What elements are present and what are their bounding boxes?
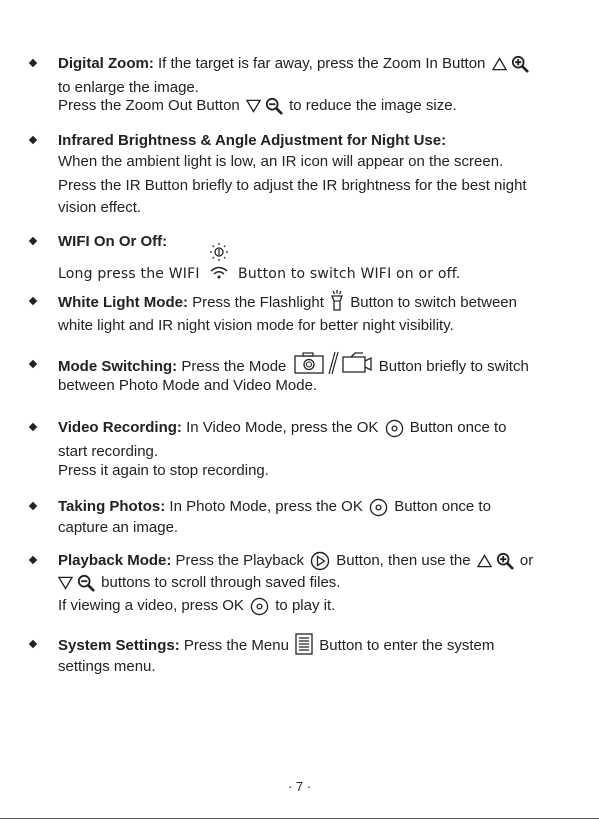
bullet-icon <box>29 237 37 245</box>
wifi-ir-icon <box>206 250 232 290</box>
section-title: Taking Photos: <box>58 498 166 515</box>
triangle-down-icon <box>246 99 261 113</box>
body-text: In Photo Mode, press the OK <box>169 498 363 515</box>
line <box>58 418 507 438</box>
body-text: to enlarge the image. <box>58 79 199 96</box>
section-title: Video Recording: <box>58 419 182 436</box>
section-title: Digital Zoom: <box>58 55 154 72</box>
triangle-up-icon <box>492 57 507 71</box>
zoom-out-icon <box>77 574 95 592</box>
body-text: Press the IR Button briefly to adjust the IR brightness for the best night <box>58 177 527 194</box>
line <box>58 292 517 314</box>
bullet-icon <box>29 297 37 305</box>
body-text: white light and IR night vision mode for better night visibility. <box>58 317 454 334</box>
ok-button-icon <box>250 597 269 616</box>
section-title: System Settings: <box>58 636 180 654</box>
body-text: buttons to scroll through saved files. <box>101 574 341 591</box>
bullet-icon <box>29 556 37 564</box>
body-text: start recording. <box>58 443 159 460</box>
body-text: Button to enter the system <box>319 636 495 654</box>
menu-icon <box>295 635 313 657</box>
body-text: Press it again to stop recording. <box>58 462 269 479</box>
line <box>58 497 491 517</box>
body-text: Button once to <box>394 498 491 515</box>
body-text: to play it. <box>275 597 336 614</box>
body-text: settings menu. <box>58 658 156 675</box>
page-number: · 7 · <box>287 779 312 794</box>
body-text: Long press the WIFI <box>58 265 200 282</box>
body-text: Press the Mode <box>181 357 287 375</box>
zoom-in-icon <box>511 55 529 73</box>
triangle-down-icon <box>58 576 73 590</box>
body-text: Button to switch WIFI on or off. <box>238 265 461 282</box>
section-title: Infrared Brightness & Angle Adjustment for Night Use: <box>58 132 447 149</box>
line <box>58 96 457 116</box>
body-text: capture an image. <box>58 519 179 536</box>
line <box>58 254 461 294</box>
ok-button-icon <box>385 419 404 438</box>
body-text: to reduce the image size. <box>289 97 457 114</box>
flashlight-icon <box>330 292 344 314</box>
body-text: or <box>519 552 534 569</box>
zoom-in-icon <box>496 552 514 570</box>
line <box>58 54 531 74</box>
bullet-icon <box>29 136 37 144</box>
section-title: WIFI On Or Off: <box>58 233 168 250</box>
bullet-icon <box>29 423 37 431</box>
body-text: Button, then use the <box>336 552 471 569</box>
section-title: Mode Switching: <box>58 357 178 375</box>
body-text: If viewing a video, press OK <box>58 597 244 614</box>
section-title: White Light Mode: <box>58 293 188 311</box>
body-text: vision effect. <box>58 199 142 216</box>
ok-button-icon <box>369 498 388 517</box>
body-text: If the target is far away, press the Zoom In Button <box>158 55 486 72</box>
body-text: Press the Playback <box>175 552 304 569</box>
body-text: between Photo Mode and Video Mode. <box>58 377 318 394</box>
line <box>58 635 494 657</box>
bullet-icon <box>29 640 37 648</box>
body-text: Button once to <box>409 419 507 436</box>
playback-icon <box>310 551 330 571</box>
line <box>58 551 533 571</box>
body-text: Press the Flashlight <box>192 293 324 311</box>
body-text: Press the Menu <box>183 636 289 654</box>
body-text: When the ambient light is low, an IR icon will appear on the screen. <box>58 153 504 170</box>
body-text: Press the Zoom Out Button <box>58 97 240 114</box>
line <box>58 596 335 616</box>
body-text: Button briefly to switch <box>378 357 529 375</box>
triangle-up-icon <box>477 554 492 568</box>
line <box>58 573 340 593</box>
divider <box>0 818 599 819</box>
bullet-icon <box>29 502 37 510</box>
body-text: Button to switch between <box>350 293 517 311</box>
zoom-out-icon <box>265 97 283 115</box>
bullet-icon <box>29 59 37 67</box>
body-text: In Video Mode, press the OK <box>186 419 379 436</box>
bullet-icon <box>29 360 37 368</box>
section-title: Playback Mode: <box>58 552 172 569</box>
